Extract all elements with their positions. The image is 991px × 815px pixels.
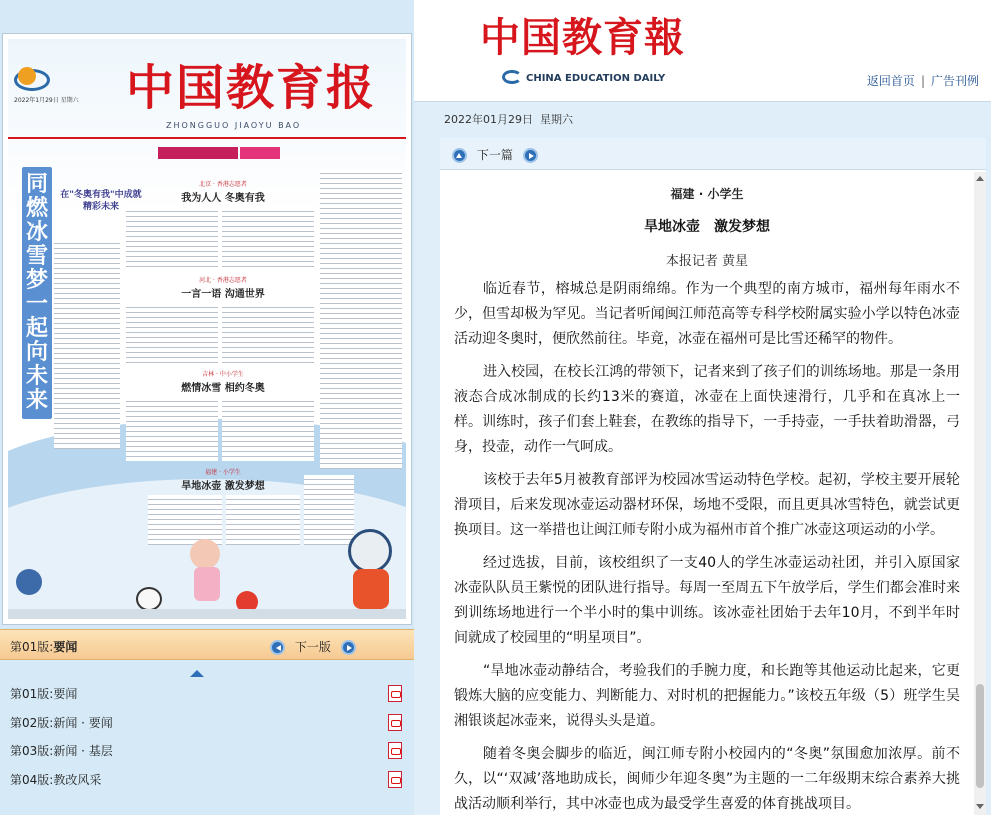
paper-article-title: 一言一语 沟通世界 bbox=[181, 289, 265, 300]
paper-article-title: 我为人人 冬奥有我 bbox=[181, 193, 265, 204]
edition-list-item[interactable] bbox=[0, 737, 414, 766]
paper-top-ribbon bbox=[128, 147, 388, 159]
article-title: 旱地冰壶 激发梦想 bbox=[644, 219, 770, 235]
article-paragraph: 该校于去年5月被教育部评为校园冰雪运动特色学校。起初，学校主要开展轮滑项目，后来发现冰壶运动器材环保，场地不受限，而且更具冰雪特色，就尝试更换项目。这一举措也让闽江师专附小成为福州市首个推广冰壶这项运动的小学。 bbox=[454, 472, 960, 538]
article-body bbox=[440, 172, 974, 815]
paper-text-column bbox=[320, 169, 402, 469]
ad-rates-link[interactable]: 广告刊例 bbox=[930, 74, 979, 88]
paper-text-column bbox=[304, 475, 354, 545]
edition-name[interactable]: 新闻 · 基层 bbox=[53, 744, 113, 758]
current-edition-label bbox=[10, 638, 77, 655]
paper-masthead: 中国教育报 bbox=[126, 60, 377, 116]
article-nav bbox=[440, 138, 986, 170]
home-link[interactable]: 返回首页 bbox=[866, 74, 915, 88]
paper-text-column bbox=[126, 303, 218, 363]
article-panel bbox=[440, 138, 986, 815]
mascot-illustration bbox=[136, 587, 162, 611]
edition-name[interactable]: 教改风采 bbox=[53, 772, 102, 787]
current-edition-bar bbox=[0, 629, 414, 660]
site-logo-text: 中国教育報 bbox=[480, 14, 685, 61]
edition-number[interactable]: 第02版: bbox=[10, 715, 54, 730]
skier-illustration bbox=[16, 569, 42, 595]
edition-list bbox=[0, 680, 414, 794]
paper-section-region: 福建 · 小学生 bbox=[205, 469, 241, 476]
paper-pinyin: ZHONGGUO JIAOYU BAO bbox=[166, 121, 302, 130]
paper-date-line: 2022年1月29日 星期六 bbox=[14, 97, 79, 104]
pdf-download-icon[interactable] bbox=[388, 742, 402, 759]
pdf-download-icon[interactable] bbox=[388, 685, 402, 702]
edition-number[interactable]: 第03版: bbox=[10, 744, 54, 758]
next-edition-button[interactable] bbox=[270, 638, 356, 655]
article-scrollbar[interactable] bbox=[974, 172, 986, 815]
edition-list-item[interactable] bbox=[0, 709, 414, 738]
article-paragraph: 随着冬奥会脚步的临近，闽江师专附小校园内的“冬奥”氛围愈加浓厚。前不久，以“‘双减’落地助成长，闽师少年迎冬奥”为主题的一二年级期末综合素养大挑战活动顺利举行，其中冰壶也成为最受学生喜爱的体育挑战项目。 bbox=[454, 746, 960, 812]
arrow-right-icon[interactable] bbox=[341, 640, 356, 655]
skier-illustration bbox=[353, 569, 389, 609]
scrollbar-thumb[interactable] bbox=[976, 684, 984, 788]
header-links bbox=[867, 72, 979, 89]
issue-date bbox=[444, 111, 573, 127]
newspaper-page-thumbnail[interactable] bbox=[2, 33, 412, 625]
paper-text-column bbox=[226, 495, 300, 545]
skier-illustration bbox=[190, 539, 220, 569]
paper-section-region: 吉林 · 中小学生 bbox=[202, 371, 244, 378]
article-author: 本报记者 黄星 bbox=[665, 254, 749, 269]
paper-text-column bbox=[126, 397, 218, 461]
issue-date-value: 2022年01月29日 bbox=[444, 113, 533, 126]
divider bbox=[8, 137, 406, 139]
paper-text-column bbox=[222, 303, 314, 363]
paper-footer bbox=[8, 609, 406, 619]
scroll-down-arrow-icon[interactable] bbox=[976, 804, 984, 809]
edition-number: 第01版: bbox=[10, 640, 54, 654]
pdf-download-icon[interactable] bbox=[388, 714, 402, 731]
scroll-up-arrow-icon[interactable] bbox=[976, 176, 984, 181]
site-header bbox=[414, 0, 991, 101]
edition-number[interactable]: 第04版: bbox=[10, 772, 54, 787]
article-paragraph: 临近春节，榕城总是阴雨绵绵。作为一个典型的南方城市，福州每年雨水不少，但雪却极为罕见。当记者听闻闽江师范高等专科学校附属实验小学以特色冰壶活动迎冬奥时，便欣然前往。毕竟，冰壶在福州可是比雪还稀罕的物件。 bbox=[454, 281, 960, 347]
edition-list-item[interactable] bbox=[0, 766, 414, 795]
paper-text-column bbox=[148, 495, 222, 545]
collapse-list-icon[interactable] bbox=[190, 670, 204, 677]
issue-weekday: 星期六 bbox=[540, 113, 573, 126]
skier-illustration bbox=[348, 529, 392, 573]
edition-name: 要闻 bbox=[53, 640, 78, 654]
paper-text-column bbox=[222, 207, 314, 269]
paper-banner: 在"冬奥有我"中成就精彩未来 bbox=[60, 190, 142, 212]
site-logo-icon bbox=[502, 70, 522, 84]
paper-text-column bbox=[222, 397, 314, 461]
article-section: 福建 · 小学生 bbox=[670, 187, 744, 201]
next-edition-label[interactable]: 下一版 bbox=[294, 640, 331, 654]
article-paragraph: “旱地冰壶动静结合，考验我们的手腕力度，和长跑等其他运动比起来，它更锻炼大脑的应变能力、判断能力、对时机的把握能力。”该校五年级（5）班学生吴湘银谈起冰壶来，说得头头是道。 bbox=[454, 663, 960, 729]
pdf-download-icon[interactable] bbox=[388, 771, 402, 788]
paper-text-column bbox=[54, 239, 120, 449]
left-panel bbox=[0, 0, 414, 815]
paper-section-region: 河北 · 香港志愿者 bbox=[199, 277, 247, 284]
date-bar bbox=[414, 101, 991, 132]
paper-article-title: 旱地冰壶 激发梦想 bbox=[181, 481, 265, 492]
paper-logo-sun-icon bbox=[18, 67, 36, 85]
site-logo-english: CHINA EDUCATION DAILY bbox=[526, 73, 666, 84]
arrow-left-icon[interactable] bbox=[270, 640, 285, 655]
edition-list-item[interactable] bbox=[0, 680, 414, 709]
arrow-up-icon[interactable] bbox=[452, 148, 467, 163]
link-separator: | bbox=[920, 74, 925, 88]
newspaper-page-image[interactable] bbox=[8, 39, 406, 619]
article-paragraph: 进入校园，在校长江鸿的带领下，记者来到了孩子们的训练场地。那是一条用液态合成冰制成的长约13米的赛道，冰壶在上面快速滑行，几乎和在真冰上一样。训练时，孩子们套上鞋套，在教练的指导下，一手持壶，一手扶着助滑器，弓身，投壶，动作一气呵成。 bbox=[454, 364, 960, 455]
skier-illustration bbox=[194, 567, 220, 601]
edition-name[interactable]: 新闻 · 要闻 bbox=[53, 715, 113, 730]
edition-number[interactable]: 第01版: bbox=[10, 687, 54, 701]
edition-name[interactable]: 要闻 bbox=[53, 687, 78, 701]
paper-text-column bbox=[126, 207, 218, 269]
article-paragraph: 经过选拔，目前，该校组织了一支40人的学生冰壶运动社团，并引入原国家冰壶队队员王紫悦的团队进行指导。每周一至周五下午放学后，学生们都会准时来到训练场地进行一个半小时的集中训练。该冰壶社团始于去年10月，不到半年时间就成了校园里的“明星项目”。 bbox=[454, 555, 960, 646]
next-article-label[interactable]: 下一篇 bbox=[476, 148, 513, 162]
paper-vertical-headline: 同燃冰雪梦 一起向未来 bbox=[22, 167, 52, 419]
arrow-right-icon[interactable] bbox=[523, 148, 538, 163]
next-article-button[interactable] bbox=[452, 146, 538, 163]
paper-section-region: 北京 · 香港志愿者 bbox=[199, 181, 247, 188]
paper-article-title: 燃情冰雪 相约冬奥 bbox=[181, 383, 265, 394]
